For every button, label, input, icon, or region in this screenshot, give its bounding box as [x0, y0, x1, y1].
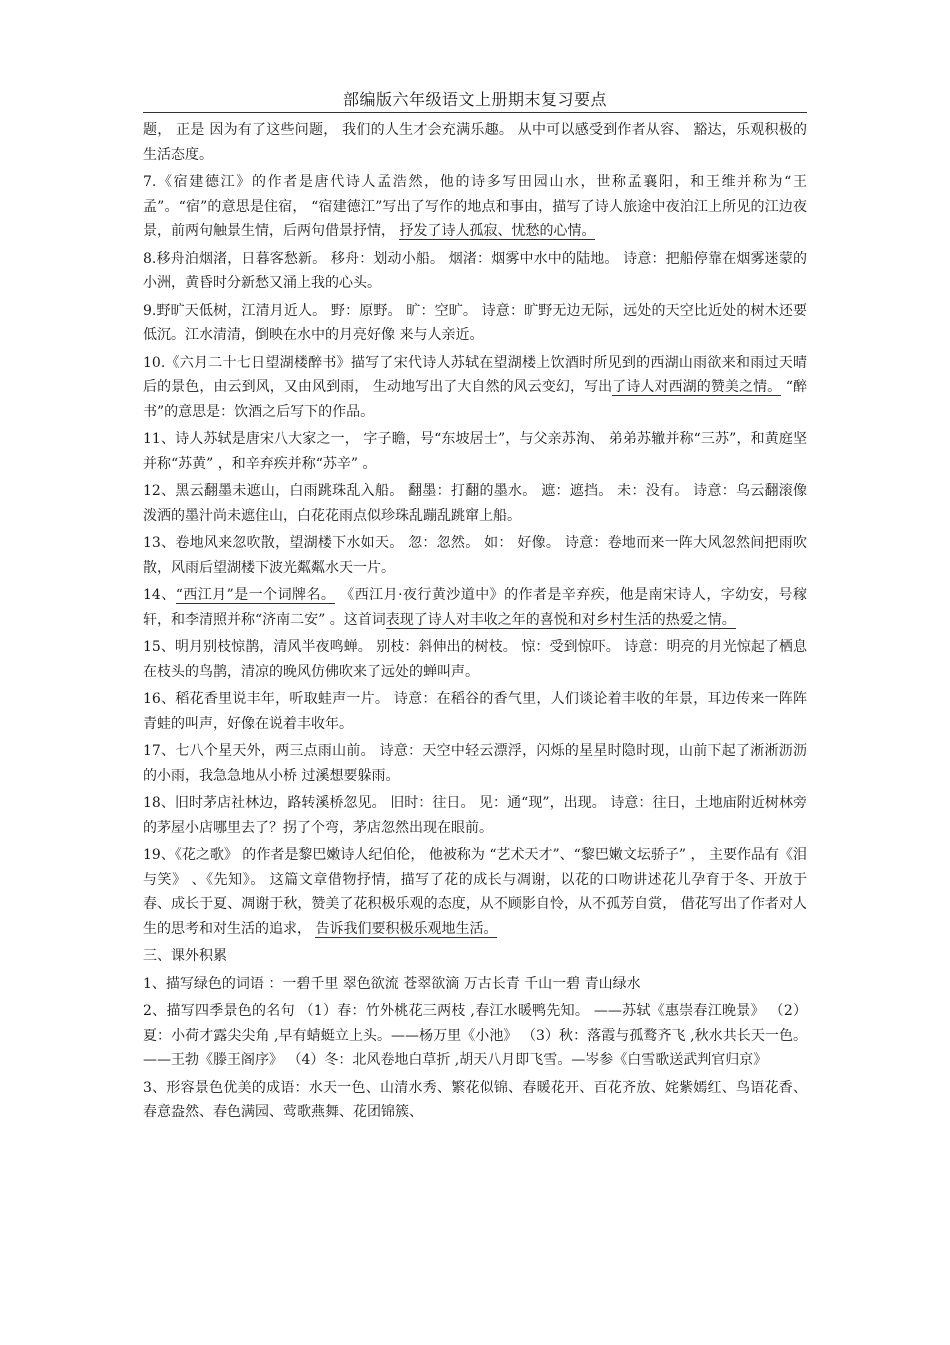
paragraph — [143, 635, 807, 684]
paragraph — [143, 118, 807, 167]
paragraph — [143, 687, 807, 736]
page-title: 部编版六年级语文上册期末复习要点 — [342, 90, 607, 109]
paragraph-text: 12、黑云翻墨未遮山，白雨跳珠乱入船。 翻墨：打翻的墨水。 遮：遮挡。 未：没有。 诗意：乌云翻滚像泼洒的墨汁尚未遮住山，白花花雨点似珍珠乱蹦乱跳窜上船。 — [143, 483, 807, 524]
paragraph-text: 19、《花之歌》 的作者是黎巴嫩诗人纪伯伦， 他被称为 “艺术天才”、“黎巴嫩文坛骄子” ， 主要作品有《泪与笑》 、《先知》。 这篇文章借物抒情，描写了花的成长与凋谢，以花的口吻讲述花儿孕育于冬、开放于春、成长于夏、凋谢于秋，赞美了花积极乐观的态度，从不顾影自怜，从不孤芳自赏， 借花写出了作者对人生的思考和对生活的追求， — [143, 847, 807, 937]
paragraph-text: 10.《六月二十七日望湖楼醉书》描写了宋代诗人苏轼在望湖楼上饮酒时所见到的西湖山雨欲来和雨过天晴后的景色，由云到风，又由风到雨， 生动地写出了大自然的风云变幻，写出 — [143, 354, 807, 395]
paragraph — [143, 351, 807, 425]
paragraph — [143, 791, 807, 840]
paragraph — [143, 531, 807, 580]
accumulation-item: 3、形容景色优美的成语：水天一色、山清水秀、繁花似锦、春暖花开、百花齐放、姹紫嫣红、鸟语花香、春意盎然、春色满园、莺歌燕舞、花团锦簇、 — [143, 1079, 807, 1120]
underlined-text: 了诗人对西湖的赞美之情。 — [612, 379, 782, 395]
paragraph-text: 14、 — [143, 587, 176, 603]
underlined-text: 抒发了诗人孤寂、忧愁的心情。 — [399, 223, 596, 239]
underlined-text: 告诉我们要积极乐观地生活。 — [315, 920, 498, 937]
paragraph — [143, 247, 807, 296]
paragraph — [143, 479, 807, 528]
paragraph-text: 18、旧时茅店社林边，路转溪桥忽见。 旧时：往日。 见：通“现”，出现。 诗意：往日，土地庙附近树林旁的茅屋小店哪里去了？拐了个弯，茅店忽然出现在眼前。 — [143, 795, 807, 836]
paragraph-text: 17、七八个星天外，两三点雨山前。 诗意：天空中轻云漂浮，闪烁的星星时隐时现，山前下起了淅淅沥沥的小雨，我急急地从小桥 过溪想要躲雨。 — [143, 743, 807, 784]
paragraph-text: 8.移舟泊烟渚，日暮客愁新。 移舟：划动小船。 烟渚：烟雾中水中的陆地。 诗意：把船停靠在烟雾迷蒙的小洲，黄昏时分新愁又涌上我的心头。 — [143, 250, 807, 291]
paragraph-text: 《西江月·夜行黄沙道中》的作者是辛弃疾，他是南宋诗人，字幼安，号稼轩，和李清照并称“济南二安” 。这首词 — [143, 587, 807, 628]
paragraph-text: “醉书”的意思是：饮酒之后写下的作品。 — [143, 379, 808, 420]
paragraph — [143, 427, 807, 476]
accumulation-item: 1、描写绿色的词语 ：一碧千里 翠色欲流 苍翠欲滴 万古长青 千山一碧 青山绿水 — [143, 975, 641, 992]
document-body — [143, 118, 807, 1128]
paragraph — [143, 739, 807, 788]
section-heading: 三、课外积累 — [143, 948, 227, 964]
paragraph-text: 15、明月别枝惊鹊，清风半夜鸣蝉。 别枝：斜伸出的树枝。 惊：受到惊吓。 诗意：明亮的月光惊起了栖息在枝头的鸟鹊，清凉的晚风仿佛吹来了远处的蝉叫声。 — [143, 639, 807, 680]
paragraph — [143, 843, 807, 941]
paragraph-text: 16、稻花香里说丰年，听取蛙声一片。 诗意：在稻谷的香气里，人们谈论着丰收的年景，耳边传来一阵阵青蛙的叫声，好像在说着丰收年。 — [143, 691, 807, 732]
paragraph-text: 9.野旷天低树，江清月近人。 野：原野。 旷：空旷。 诗意：旷野无边无际，远处的天空比近处的树木还要低沉。江水清清，倒映在水中的月亮好像 来与人亲近。 — [143, 302, 807, 343]
accumulation-item: 2、描写四季景色的名句 （1）春：竹外桃花三两枝 ,春江水暖鸭先知。 ——苏轼《惠崇春江晚景》 （2）夏：小荷才露尖尖角 ,早有蜻蜓立上头。——杨万里《小池》 （3）秋：落霞与孤鹜齐飞 ,秋水共长天一色。——王勃《滕王阁序》 （4）冬：北风卷地白草折 ,胡天八月即飞雪。—岑参《白雪歌送武判官归京》 — [143, 1003, 807, 1068]
paragraph-text: 7.《宿建德江》的作者是唐代诗人孟浩然，他的诗多写田园山水，世称孟襄阳，和王维并称为“王孟”。“宿”的意思是住宿， “宿建德江”写出了写作的地点和事由，描写了诗人旅途中夜泊江上所见的江边夜景，前两句触景生情，后两句借景抒情， — [143, 174, 807, 239]
header-divider — [143, 112, 807, 113]
paragraph — [143, 170, 807, 244]
paragraph-text: 13、卷地风来忽吹散，望湖楼下水如天。 忽：忽然。 如： 好像。 诗意：卷地而来一阵大风忽然间把雨吹散，风雨后望湖楼下波光粼粼水天一片。 — [143, 535, 807, 576]
paragraph-text: 11、诗人苏轼是唐宋八大家之一， 字子瞻，号“东坡居士”，与父亲苏洵、 弟弟苏辙并称“三苏”，和黄庭坚并称“苏黄” ，和辛弃疾并称“苏辛” 。 — [143, 431, 807, 472]
paragraph — [143, 299, 807, 348]
underlined-text: “西江月”是一个词牌名。 — [175, 587, 336, 603]
paragraph — [143, 583, 807, 632]
paragraph-text: 题， 正是 因为有了这些问题， 我们的人生才会充满乐趣。 从中可以感受到作者从容、 豁达，乐观积极的 生活态度。 — [143, 122, 807, 163]
underlined-text: 表现了诗人对丰收之年的喜悦和对乡村生活的热爱之情。 — [385, 611, 736, 628]
